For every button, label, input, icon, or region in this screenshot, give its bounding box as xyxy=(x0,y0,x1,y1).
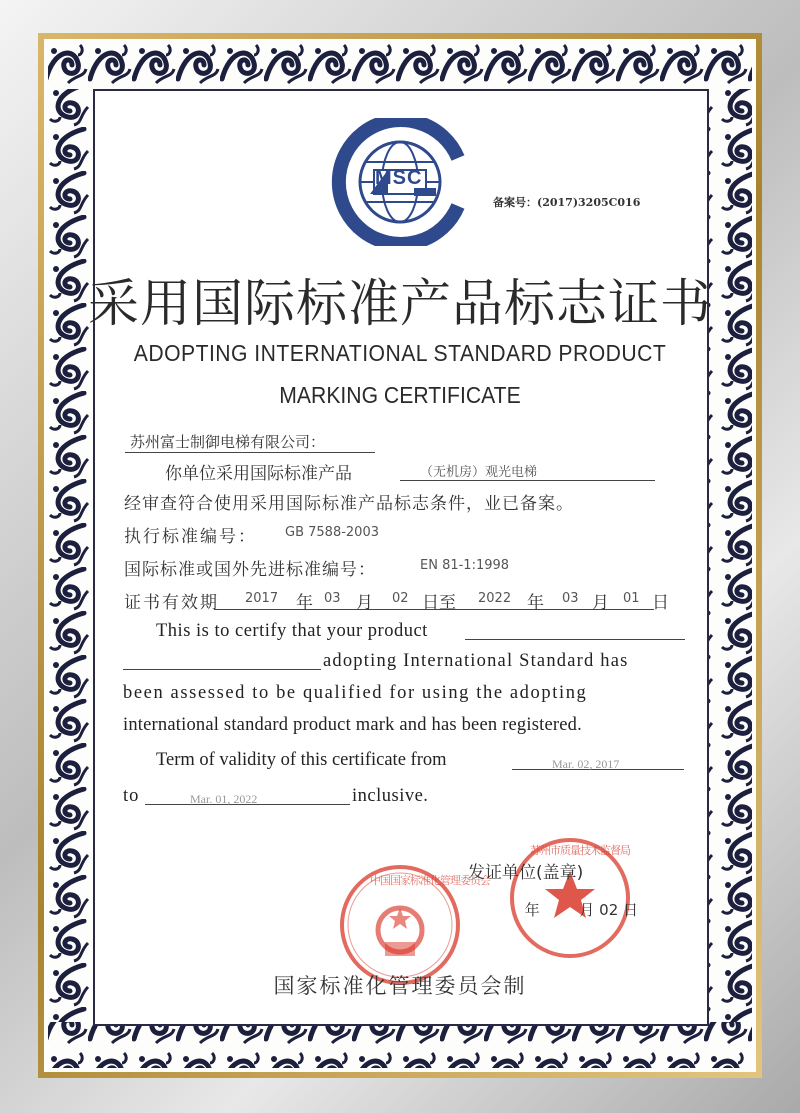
issue-month-label: 月 xyxy=(579,901,595,919)
validity-day: 日 xyxy=(652,593,669,613)
en-to-date: Mar. 01, 2022 xyxy=(190,792,258,806)
en-product-underline-2 xyxy=(123,669,321,670)
issue-day-label: 日 xyxy=(623,901,639,919)
validity-from-day: 02 xyxy=(392,591,409,606)
left-seal-text: 中国国家标准化管理委员会 xyxy=(370,874,490,887)
validity-to-word: 日至 xyxy=(422,593,456,613)
standard-value: GB 7588-2003 xyxy=(285,525,379,540)
intl-standard-label: 国际标准或国外先进标准编号： xyxy=(124,560,376,580)
title-english-line2: MARKING CERTIFICATE xyxy=(279,382,521,408)
title-english-line1: ADOPTING INTERNATIONAL STANDARD PRODUCT xyxy=(133,340,667,366)
en-from-date: Mar. 02, 2017 xyxy=(552,757,620,771)
record-number: 备案号：(2017)3205C016 xyxy=(493,196,641,209)
issue-date xyxy=(480,899,638,920)
intl-standard-value: EN 81-1:1998 xyxy=(420,558,510,573)
validity-month-1: 月 xyxy=(356,593,373,613)
review-line: 经审查符合使用采用国际标准产品标志条件，业已备案。 xyxy=(124,494,574,514)
company-underline xyxy=(125,452,375,453)
company-name: 苏州富士制御电梯有限公司： xyxy=(130,433,326,451)
en-line-3: been assessed to be qualified for using the adopting xyxy=(123,683,588,703)
en-to-word: to xyxy=(123,786,140,806)
en-inclusive: inclusive. xyxy=(352,786,429,806)
validity-month-2: 月 xyxy=(592,593,609,613)
en-line-5: Term of validity of this certificate from xyxy=(156,750,447,770)
product-underline xyxy=(400,480,655,481)
title-chinese: 采用国际标准产品标志证书 xyxy=(87,275,712,334)
en-line-1: This is to certify that your product xyxy=(156,621,428,641)
validity-year-1: 年 xyxy=(296,593,313,613)
validity-from-month: 03 xyxy=(324,591,341,606)
standard-label: 执行标准编号： xyxy=(124,527,257,547)
en-line-2: adopting International Standard has xyxy=(323,651,629,671)
issuer-label: 发证单位(盖章) xyxy=(468,863,584,883)
issue-day-value: 02 xyxy=(599,901,619,919)
validity-to-month: 03 xyxy=(562,591,579,606)
en-product-underline-1 xyxy=(465,639,685,640)
right-seal-text: 苏州市质量技术监督局 xyxy=(530,844,630,857)
validity-year-2: 年 xyxy=(527,593,544,613)
product-prefix: 你单位采用国际标准产品 xyxy=(165,464,352,484)
validity-from-year: 2017 xyxy=(245,591,279,606)
logo-text: MSC xyxy=(375,167,423,189)
validity-to-day: 01 xyxy=(623,591,640,606)
validity-label: 证书有效期 xyxy=(124,593,219,613)
product-name: （无机房）观光电梯 xyxy=(420,465,538,480)
validity-to-year: 2022 xyxy=(478,591,512,606)
en-line-4: international standard product mark and has been registered. xyxy=(123,715,582,735)
issue-year-label: 年 xyxy=(524,901,540,919)
footer-issuer: 国家标准化管理委员会制 xyxy=(273,974,527,998)
